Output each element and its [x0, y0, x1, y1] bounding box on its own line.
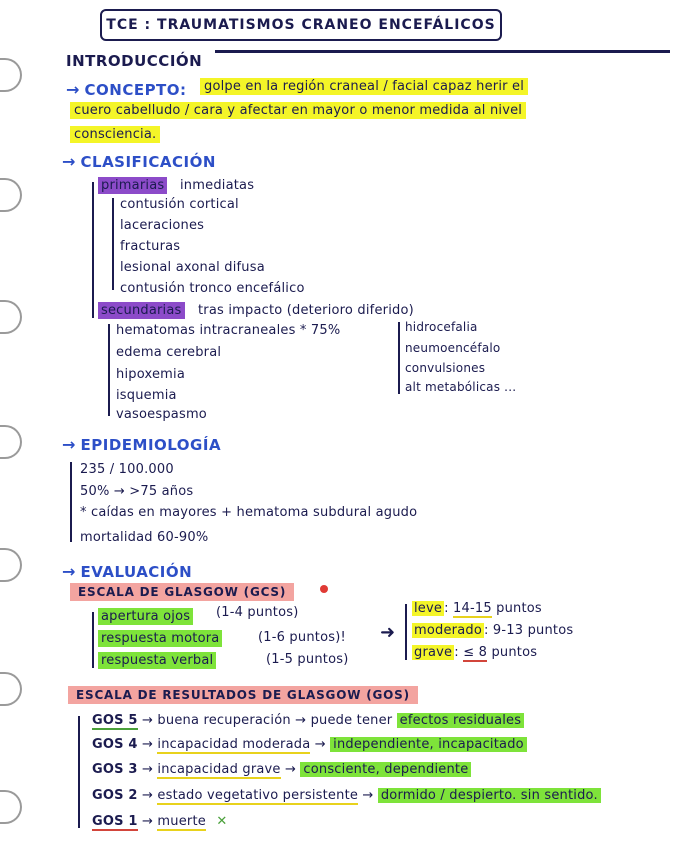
secundarias-badge: secundarias: [98, 302, 185, 319]
binder-ring: [0, 425, 22, 459]
tree-line: [112, 198, 114, 290]
primarias-badge: primarias: [98, 177, 167, 194]
secundarias-item: hidrocefalia: [405, 320, 478, 334]
epi-item: mortalidad 60-90%: [80, 530, 209, 545]
secundarias-desc: tras impacto (deterioro diferido): [198, 303, 414, 318]
epi-item: 50% → >75 años: [80, 484, 194, 499]
red-dot-icon: [320, 585, 328, 593]
tree-line: [92, 612, 94, 668]
secundarias-item: hematomas intracraneales * 75%: [116, 323, 341, 338]
gcs-title: ESCALA DE GLASGOW (GCS): [70, 583, 294, 601]
primarias-item: fracturas: [120, 239, 181, 254]
tree-line: [108, 324, 110, 416]
tree-line: [398, 322, 400, 394]
gos-row: GOS 2 → estado vegetativo persistente → dormido / despierto. sin sentido.: [92, 788, 601, 803]
page-title: TCE : TRAUMATISMOS CRANEO ENCEFÁLICOS: [100, 9, 502, 41]
gcs-item-label: respuesta motora: [98, 630, 222, 647]
primarias-desc: inmediatas: [180, 178, 255, 193]
tree-line: [78, 716, 80, 828]
tree-line: [92, 182, 94, 318]
divider: [215, 50, 670, 53]
primarias-item: lesional axonal difusa: [120, 260, 265, 275]
binder-ring: [0, 548, 22, 582]
gos-row: GOS 3 → incapacidad grave → consciente, dependiente: [92, 762, 471, 777]
cross-icon: ✕: [216, 814, 228, 829]
primarias-item: contusión tronco encefálico: [120, 281, 305, 296]
gcs-item-range: (1-5 puntos): [266, 652, 349, 667]
gos-row: GOS 1 → muerte ✕: [92, 814, 228, 829]
concepto-line-1: golpe en la región craneal / facial capaz herir el: [200, 78, 528, 95]
concepto-line-3: consciencia.: [70, 126, 160, 143]
secundarias-item: hipoxemia: [116, 367, 185, 382]
binder-ring: [0, 300, 22, 334]
gcs-item-range: (1-4 puntos): [216, 605, 299, 620]
binder-ring: [0, 178, 22, 212]
gcs-item-label: respuesta verbal: [98, 652, 216, 669]
secundarias-item: vasoespasmo: [116, 407, 207, 422]
gcs-item-label: apertura ojos: [98, 608, 193, 625]
tree-line: [70, 462, 72, 542]
secundarias-item: isquemia: [116, 388, 177, 403]
concepto-label: → CONCEPTO:: [66, 80, 187, 99]
gcs-level: grave : ≤ 8 puntos: [414, 645, 538, 660]
secundarias-item: alt metabólicas ...: [405, 380, 517, 394]
secundarias-item: neumoencéfalo: [405, 341, 501, 355]
evaluacion-heading: → EVALUACIÓN: [62, 562, 193, 581]
epi-item: 235 / 100.000: [80, 462, 174, 477]
epidemiologia-heading: → EPIDEMIOLOGÍA: [62, 435, 222, 454]
gos-title: ESCALA DE RESULTADOS DE GLASGOW (GOS): [68, 686, 418, 704]
binder-ring: [0, 672, 22, 706]
clasificacion-heading: → CLASIFICACIÓN: [62, 152, 216, 171]
gcs-item-range: (1-6 puntos)!: [258, 630, 346, 645]
gcs-level: moderado : 9-13 puntos: [414, 623, 574, 638]
arrow-right-icon: ➜: [380, 622, 396, 643]
primarias-item: contusión cortical: [120, 197, 239, 212]
primarias-item: laceraciones: [120, 218, 205, 233]
secundarias-item: convulsiones: [405, 361, 486, 375]
binder-ring: [0, 790, 22, 824]
binder-ring: [0, 58, 22, 92]
gcs-level: leve : 14-15 puntos: [414, 601, 542, 616]
tree-line: [405, 604, 407, 660]
gos-row: GOS 4 → incapacidad moderada → independiente, incapacitado: [92, 737, 527, 752]
concepto-line-2: cuero cabelludo / cara y afectar en mayor o menor medida al nivel: [70, 102, 526, 119]
gos-row: GOS 5 → buena recuperación → puede tener efectos residuales: [92, 713, 524, 728]
secundarias-item: edema cerebral: [116, 345, 222, 360]
epi-item: * caídas en mayores + hematoma subdural agudo: [80, 505, 418, 520]
section-intro: INTRODUCCIÓN: [66, 52, 203, 70]
